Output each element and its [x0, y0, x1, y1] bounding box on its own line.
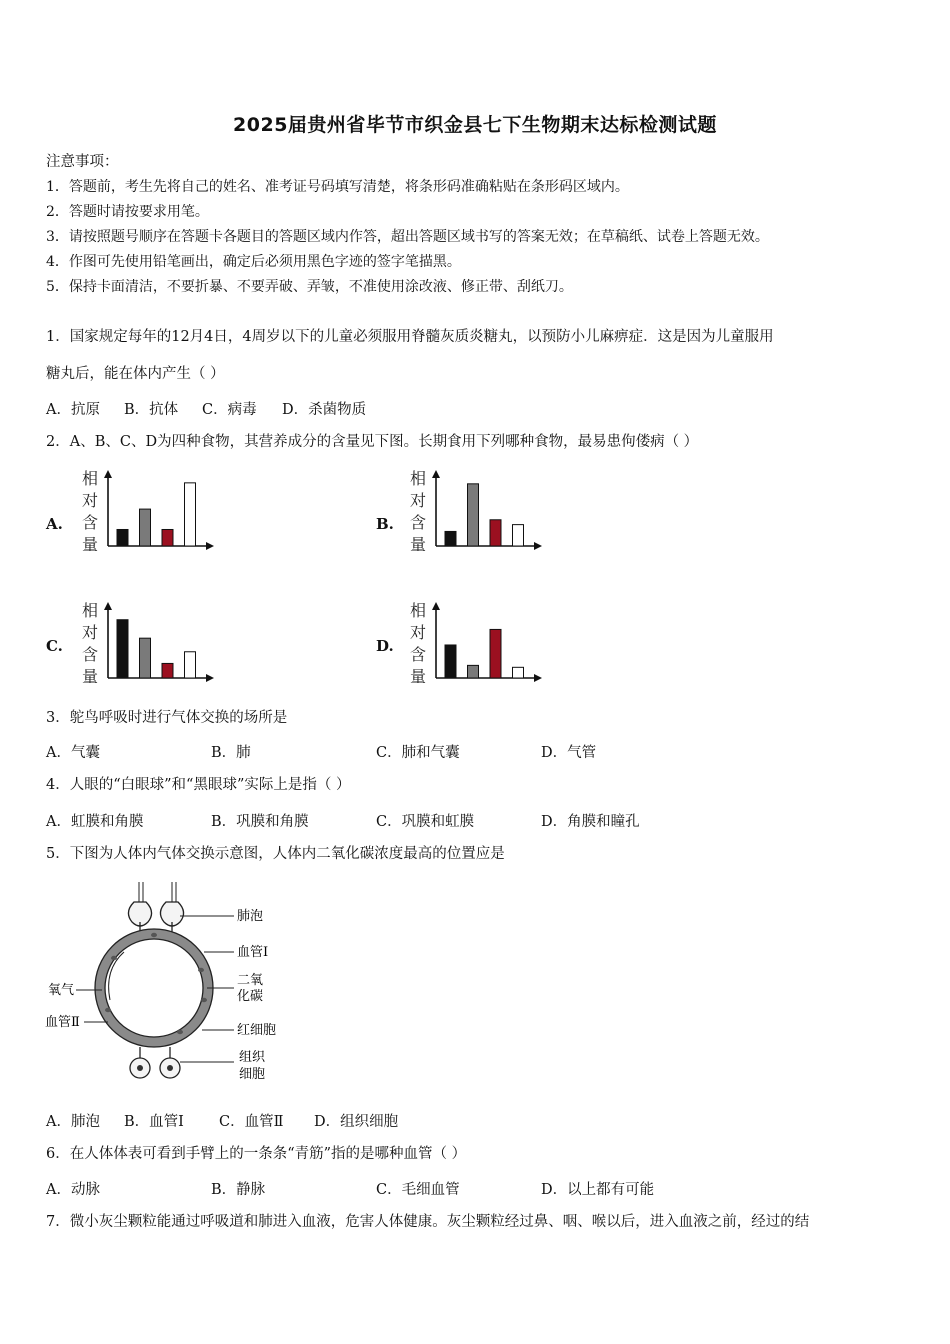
q6-option-d: D．以上都有可能	[541, 1182, 655, 1198]
note-item: 3．请按照题号顺序在答题卡各题目的答题区域内作答，超出答题区域书写的答案无效；在草稿纸、试卷上答题无效。	[46, 229, 769, 245]
label-red-blood-cell: 红细胞	[237, 1023, 277, 1038]
bar	[468, 665, 479, 678]
chart-c-label: C.	[46, 637, 63, 655]
q3-option-d: D．气管	[541, 745, 597, 761]
y-axis-label-char: 相	[82, 469, 99, 488]
chart-b-label: B.	[376, 515, 394, 533]
y-axis-label-char: 量	[410, 535, 427, 554]
bar	[490, 629, 501, 678]
q1-option-c: C．病毒	[202, 402, 257, 418]
x-axis-arrow	[206, 674, 214, 682]
label-oxygen: 氧气	[48, 983, 75, 998]
label-tissue-line1: 组织	[239, 1050, 266, 1065]
q5-stem: 5．下图为人体内气体交换示意图，人体内二氧化碳浓度最高的位置应是	[46, 846, 505, 862]
label-vessel-2: 血管Ⅱ	[45, 1015, 80, 1030]
note-item: 1．答题前，考生先将自己的姓名、准考证号码填写清楚，将条形码准确粘贴在条形码区域内。	[46, 179, 629, 195]
q4-options	[46, 810, 640, 831]
q3-stem: 3．鸵鸟呼吸时进行气体交换的场所是	[46, 710, 288, 726]
q5-option-c: C．血管Ⅱ	[219, 1114, 284, 1130]
label-alveolus: 肺泡	[237, 909, 264, 924]
bar	[140, 638, 151, 678]
bar	[185, 652, 196, 678]
y-axis-arrow	[104, 602, 112, 610]
q3-option-a: A．气囊	[46, 745, 100, 761]
q6-option-a: A．动脉	[46, 1182, 100, 1198]
gas-exchange-diagram	[44, 880, 294, 1085]
label-tissue-line2: 细胞	[239, 1067, 266, 1082]
x-axis-arrow	[534, 542, 542, 550]
bar	[445, 531, 456, 546]
q1-option-b: B．抗体	[124, 402, 179, 418]
q5-option-d: D．组织细胞	[314, 1114, 399, 1130]
q6-option-c: C．毛细血管	[376, 1182, 460, 1198]
q1-stem-line2: 糖丸后，能在体内产生（ ）	[46, 366, 225, 382]
y-axis-label-char: 对	[410, 491, 427, 510]
q1-stem-line1: 1．国家规定每年的12月4日，4周岁以下的儿童必须服用脊髓灰质炎糖丸，以预防小儿麻痹症．这是因为儿童服用	[46, 329, 774, 345]
y-axis-label-char: 含	[82, 513, 99, 532]
q6-option-b: B．静脉	[211, 1182, 266, 1198]
y-axis-arrow	[432, 470, 440, 478]
label-co2-line1: 二氧	[237, 973, 264, 988]
q4-option-b: B．巩膜和角膜	[211, 814, 309, 830]
label-vessel-1: 血管Ⅰ	[237, 945, 269, 960]
y-axis-label-char: 含	[410, 645, 427, 664]
y-axis-label-char: 量	[82, 535, 99, 554]
y-axis-label-char: 量	[410, 667, 427, 686]
label-co2-line2: 化碳	[237, 989, 264, 1004]
bar	[185, 483, 196, 546]
q4-option-c: C．巩膜和虹膜	[376, 814, 475, 830]
q4-stem: 4．人眼的“白眼球”和“黑眼球”实际上是指（ ）	[46, 777, 351, 793]
x-axis-arrow	[206, 542, 214, 550]
y-axis-label-char: 含	[410, 513, 427, 532]
exam-title: 2025届贵州省毕节市织金县七下生物期末达标检测试题	[233, 114, 717, 136]
bar	[513, 525, 524, 546]
q4-option-d: D．角膜和瞳孔	[541, 814, 640, 830]
note-item: 5．保持卡面清洁，不要折暴、不要弄破、弄皱，不准使用涂改液、修正带、刮纸刀。	[46, 279, 573, 295]
chart-b	[406, 466, 546, 560]
y-axis-label-char: 相	[82, 601, 99, 620]
y-axis-arrow	[104, 470, 112, 478]
chart-a-label: A.	[46, 515, 63, 533]
y-axis-label-char: 对	[82, 623, 99, 642]
y-axis-label-char: 相	[410, 601, 427, 620]
chart-d	[406, 598, 546, 692]
note-item: 4．作图可先使用铅笔画出，确定后必须用黑色字迹的签字笔描黑。	[46, 254, 461, 270]
q4-option-a: A．虹膜和角膜	[46, 814, 144, 830]
y-axis-label-char: 对	[82, 491, 99, 510]
q1-option-d: D．杀菌物质	[282, 402, 367, 418]
chart-c	[78, 598, 218, 692]
bar	[140, 509, 151, 546]
q3-options	[46, 741, 596, 762]
q1-option-a: A．抗原	[46, 402, 100, 418]
q6-stem: 6．在人体体表可看到手臂上的一条条“青筋”指的是哪种血管（ ）	[46, 1146, 467, 1162]
chart-a	[78, 466, 218, 560]
q3-option-c: C．肺和气囊	[376, 745, 460, 761]
bar	[445, 645, 456, 678]
bar	[468, 484, 479, 546]
air-arrows	[139, 882, 176, 902]
q5-options	[46, 1110, 398, 1131]
notes-heading: 注意事项：	[46, 154, 119, 170]
y-axis-label-char: 对	[410, 623, 427, 642]
y-axis-arrow	[432, 602, 440, 610]
q1-options	[46, 398, 366, 419]
q2-stem: 2．A、B、C、D为四种食物，其营养成分的含量见下图。长期食用下列哪种食物，最易患佝偻病（ ）	[46, 434, 699, 450]
q6-options	[46, 1178, 654, 1199]
bar	[162, 529, 173, 546]
q3-option-b: B．肺	[211, 745, 251, 761]
q5-option-b: B．血管Ⅰ	[124, 1114, 184, 1130]
note-item: 2．答题时请按要求用笔。	[46, 204, 209, 220]
y-axis-label-char: 含	[82, 645, 99, 664]
y-axis-label-char: 量	[82, 667, 99, 686]
x-axis-arrow	[534, 674, 542, 682]
bar	[117, 620, 128, 678]
bar	[490, 520, 501, 546]
chart-d-label: D.	[376, 637, 394, 655]
y-axis-label-char: 相	[410, 469, 427, 488]
q5-option-a: A．肺泡	[46, 1114, 100, 1130]
bar	[513, 667, 524, 678]
bar	[162, 663, 173, 678]
bar	[117, 529, 128, 546]
q7-stem: 7．微小灰尘颗粒能通过呼吸道和肺进入血液，危害人体健康。灰尘颗粒经过鼻、咽、喉以后，进入血液之前，经过的结	[46, 1214, 810, 1230]
